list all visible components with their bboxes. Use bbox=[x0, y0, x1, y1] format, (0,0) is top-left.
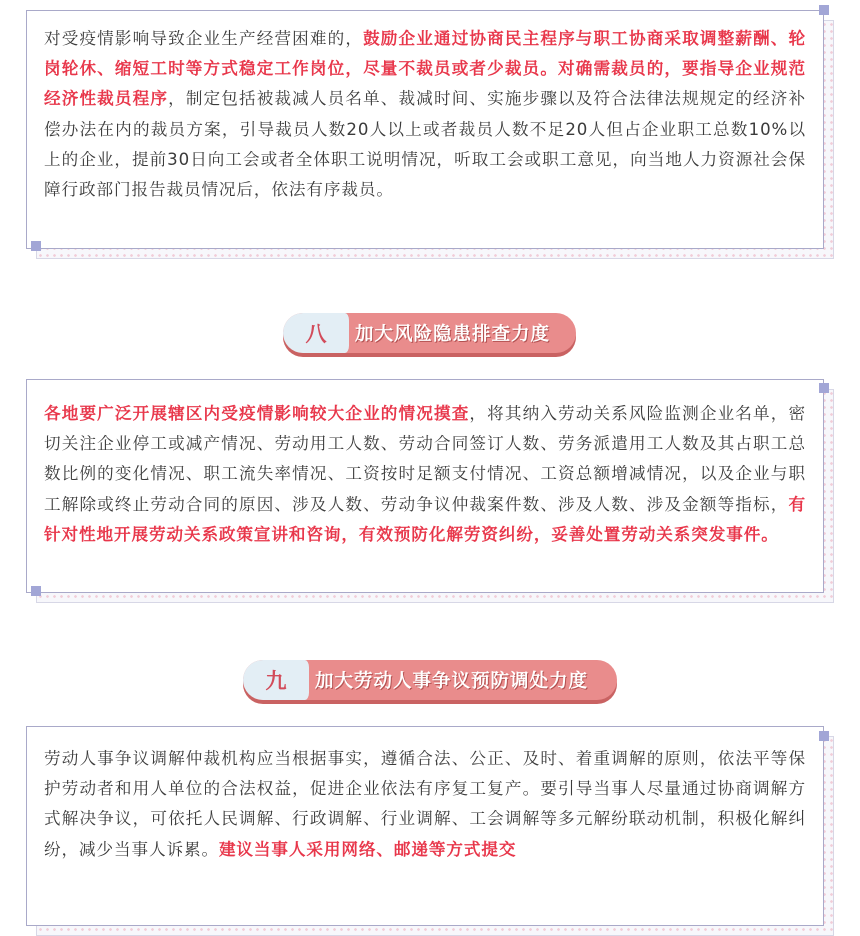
corner-marker bbox=[31, 241, 41, 251]
section-8-number: 八 bbox=[283, 313, 352, 353]
section-7-highlight-1: 鼓励企业通过协商民主程序与职工协商采取调整薪酬、轮岗轮休、缩短工时等方式稳定工作岗位，尽量不裁员或者少裁员。对确需裁员的，要指导企业规范经济性裁员程序 bbox=[44, 29, 807, 109]
section-9-number: 九 bbox=[243, 660, 312, 700]
corner-marker bbox=[819, 5, 829, 15]
section-7-paragraph bbox=[44, 24, 806, 205]
section-9-heading bbox=[243, 660, 617, 704]
section-9-highlight-1: 建议当事人采用网络、邮递等方式提交 bbox=[218, 839, 517, 859]
section-8-paragraph bbox=[44, 399, 806, 550]
section-7-text-2: ，制定包括被裁减人员名单、裁减时间、实施步骤以及符合法律法规规定的经济补偿办法在内的裁员方案，引导裁员人数20人以上或者裁员人数不足20人但占企业职工总数10%以上的企业，提前30日向工会或者全体职工说明情况，听取工会或职工意见，向当地人力资源社会保障行政部门报告裁员情况后，依法有序裁员。 bbox=[44, 89, 806, 200]
section-8-card bbox=[26, 379, 824, 593]
corner-marker bbox=[31, 586, 41, 596]
section-8-title: 加大风险隐患排查力度 bbox=[355, 324, 551, 345]
section-7-card bbox=[26, 10, 824, 249]
corner-marker bbox=[819, 383, 829, 393]
section-8-heading bbox=[283, 313, 576, 357]
section-9-title: 加大劳动人事争议预防调处力度 bbox=[315, 671, 589, 692]
section-7-text-1: 对受疫情影响导致企业生产经营困难的， bbox=[44, 29, 364, 48]
section-9-card bbox=[26, 726, 824, 926]
section-8-highlight-1: 各地要广泛开展辖区内受疫情影响较大企业的情况摸查 bbox=[44, 404, 470, 423]
corner-marker bbox=[819, 731, 829, 741]
section-9-text-1: 劳动人事争议调解仲裁机构应当根据事实，遵循合法、公正、及时、着重调解的原则，依法平等保护劳动者和用人单位的合法权益，促进企业依法有序复工复产。要引导当事人尽量通过协商调解方式解决争议，可依托人民调解、行政调解、行业调解、工会调解等多元解纷联动机制，积极化解纠纷，减少当事人诉累。 bbox=[44, 749, 806, 859]
section-8-text-1: ，将其纳入劳动关系风险监测企业名单，密切关注企业停工或减产情况、劳动用工人数、劳动合同签订人数、劳务派遣用工人数及其占职工总数比例的变化情况、职工流失率情况、工资按时足额支付情况、工资总额增减情况，以及企业与职工解除或终止劳动合同的原因、涉及人数、劳动争议仲裁案件数、涉及人数、涉及金额等指标， bbox=[44, 404, 806, 514]
section-8-highlight-2: 有针对性地开展劳动关系政策宣讲和咨询，有效预防化解劳资纠纷，妥善处置劳动关系突发事件。 bbox=[44, 494, 806, 544]
section-9-paragraph bbox=[44, 744, 806, 865]
